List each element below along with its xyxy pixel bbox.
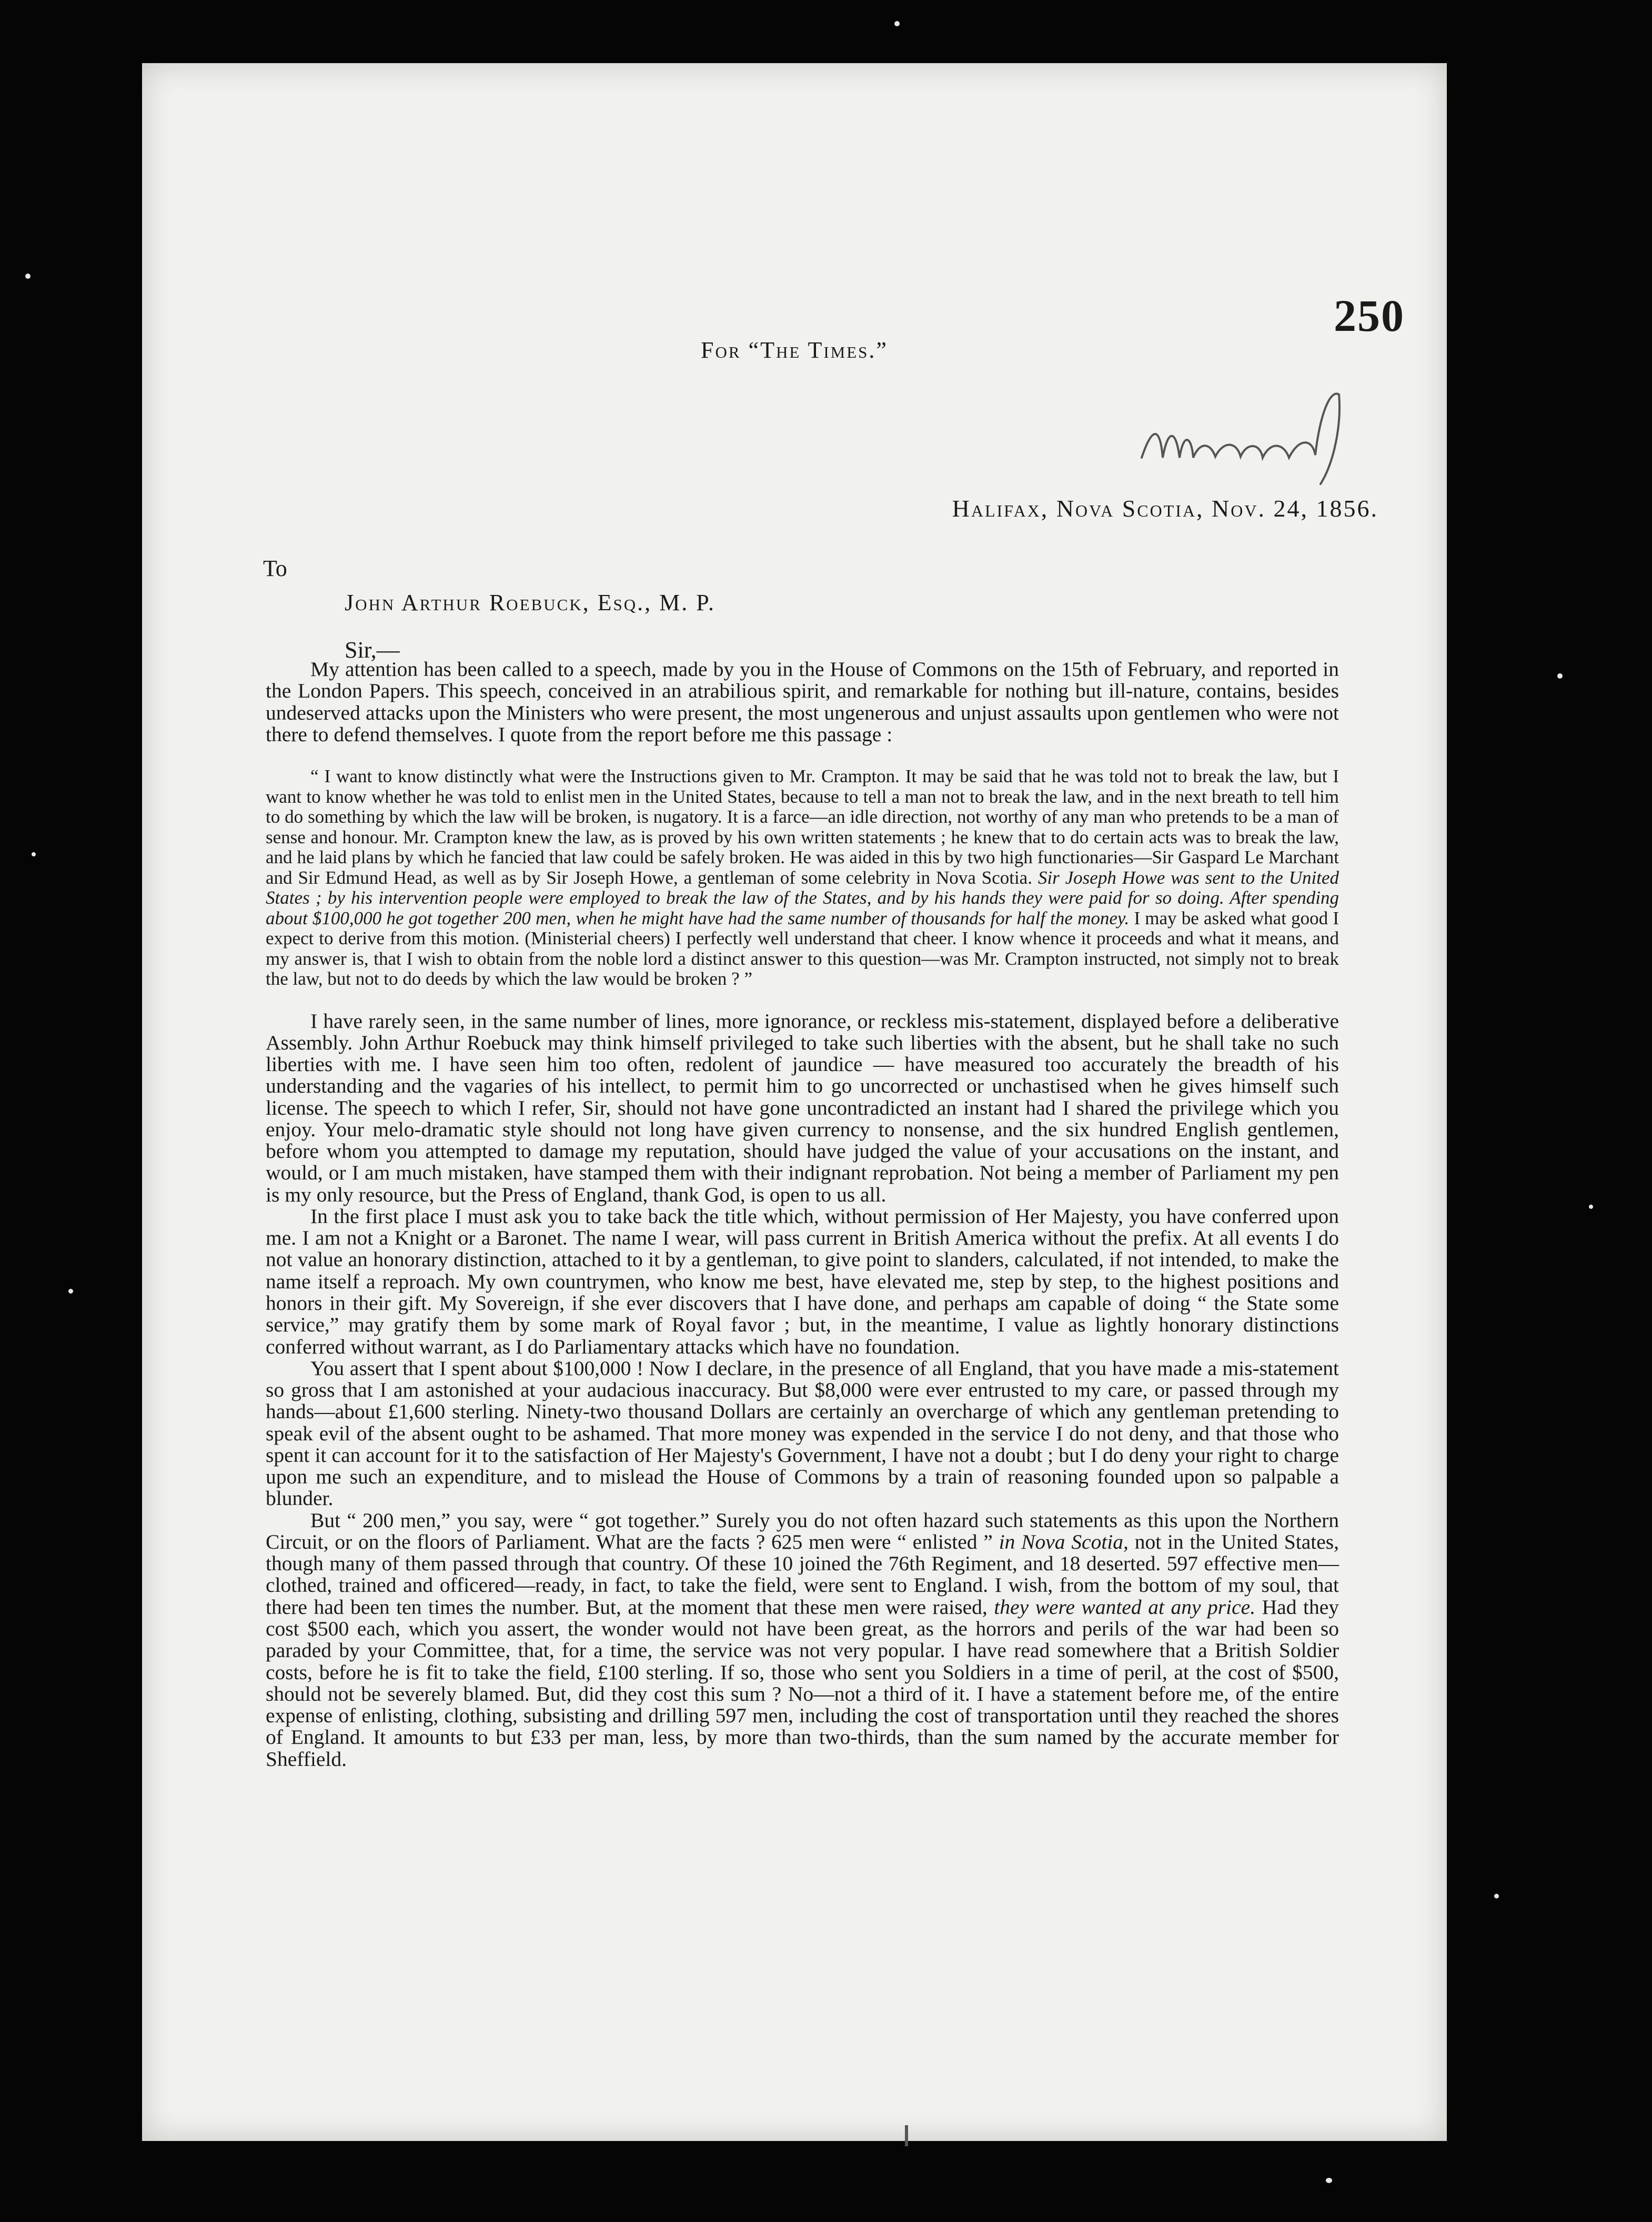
- document-page: [142, 63, 1447, 2141]
- men-text-c: Had they cost $500 each, which you assert, the wonder would not have been great, as the horrors and perils of the war had been so paraded by your Committee, that, for a time, the service was not very popular. I have read somewhere that a British Soldier costs, before he is fit to take the field, £100 sterling. If so, those who sent you Soldiers in a time of peril, at the cost of $500, should not be severely blamed. But, did they cost this sum ? No—not a third of it. I have a statement before me, of the entire expense of enlisting, clothing, subsisting and drilling 597 men, including the cost of transportation until they reached the shores of England. It amounts to but £33 per man, less, by more than two-thirds, than the sum named by the accurate member for Sheffield.: [266, 1595, 1339, 1771]
- body-paragraph: In the first place I must ask you to take back the title which, without permission of Her Majesty, you have conferred upon me. I am not a Knight or a Baronet. The name I wear, will pass current in British America without the prefix. At all events I do not value an honorary distinction, attached to it by a gentleman, to give point to slanders, calculated, if not intended, to make the name itself a reproach. My own countrymen, who know me best, have elevated me, step by step, to the highest positions and honors in their gift. My Sovereign, if she ever discovers that I have done, and perhaps am capable of doing “ the State some service,” may gratify them by some mark of Royal favor ; but, in the meantime, I value as lightly honorary distinctions conferred without warrant, as I do Parliamentary attacks which have no foundation.: [266, 1204, 1339, 1358]
- film-speck: [25, 274, 31, 279]
- salutation: Sir,—: [345, 637, 400, 663]
- film-speck: [32, 852, 36, 856]
- film-speck: [894, 21, 900, 26]
- dateline: Halifax, Nova Scotia, Nov. 24, 1856.: [952, 495, 1378, 522]
- page-mark: [905, 2125, 908, 2146]
- men-text-a: But “ 200 men,” you say, were “ got together.” Surely you do not often hazard such statements as this upon the Northern Circuit, or on the floors of Parliament. What are the facts ? 625 men were “ enlisted ”: [266, 1508, 1339, 1553]
- addressee: John Arthur Roebuck, Esq., M. P.: [345, 590, 716, 615]
- body-paragraph: I have rarely seen, in the same number of lines, more ignorance, or reckless mis-statement, displayed before a deliberative Assembly. John Arthur Roebuck may think himself privileged to take such liberties with the absent, but he shall take no such liberties with me. I have seen him too often, redolent of jaundice — have measured too accurately the breadth of his understanding and the vagaries of his intellect, to permit him to go uncorrected or unchastised when he gives himself such license. The speech to which I refer, Sir, should not have gone uncontradicted an instant had I shared the privilege which you enjoy. Your melo-dramatic style should not long have given currency to nonsense, and the six hundred English gentlemen, before whom you attempted to damage my reputation, should have judged the value of your accusations on the instant, and would, or I am much mistaken, have stamped them with their indignant reprobation. Not being a member of Parliament my pen is my only resource, but the Press of England, thank God, is open to us all.: [266, 1009, 1339, 1206]
- opening-paragraph: My attention has been called to a speech, made by you in the House of Commons on the 15th of February, and reported in the London Papers. This speech, conceived in an atrabilious spirit, and remarkable for nothing but ill-nature, contains, besides undeserved attacks upon the Ministers who were present, the most ungenerous and unjust assaults upon gentlemen who were not there to defend themselves. I quote from the report before me this passage :: [266, 658, 1339, 746]
- quoted-speech: [266, 766, 1339, 989]
- handwritten-annotation: [1131, 379, 1373, 505]
- film-speck: [1589, 1205, 1593, 1209]
- to-label: To: [263, 556, 287, 581]
- body-paragraph-men: [266, 1510, 1339, 1770]
- film-speck: [1494, 1894, 1499, 1898]
- film-speck: [1326, 2178, 1332, 2183]
- men-italic-1: in Nova Scotia,: [999, 1530, 1129, 1553]
- men-italic-2: they were wanted at any price.: [994, 1595, 1256, 1619]
- men-text-b: not in the United States, though many of them passed through that country. Of these 10 joined the 76th Regiment, and 18 deserted. 597 effective men—clothed, trained and officered—ready, in fact, to take the field, were sent to England. I wish, from the bottom of my soul, that there had been ten times the number. But, at the moment that these men were raised,: [266, 1530, 1339, 1619]
- quote-text-1: “ I want to know distinctly what were the Instructions given to Mr. Crampton. It may be said that he was told not to break the law, but I want to know whether he was told to enlist men in the United States, because to tell a man not to break the law, and in the next breath to tell him to do something by which the law will be broken, is nugatory. It is a farce—an idle direction, not worthy of any man who pretends to be a man of sense and honour. Mr. Crampton knew the law, as is proved by his own written statements ; he knew that to do certain acts was to break the law, and he laid plans by which he fancied that law could be safely broken. He was aided in this by two high functionaries—Sir Gaspard Le Marchant and Sir Edmund Head, as well as by Sir Joseph Howe, a gentleman of some celebrity in Nova Scotia.: [266, 766, 1339, 888]
- letter-body: [266, 659, 1339, 1770]
- quote-text-2: I may be asked what good I expect to derive from this motion. (Ministerial cheers) I perfectly well understand that cheer. I know whence it proceeds and what it means, and my answer is, that I wish to obtain from the noble lord a distinct answer to this question—was Mr. Crampton instructed, not simply not to break the law, but not to do deeds by which the law would be broken ? ”: [266, 907, 1339, 989]
- folio-number: 250: [1334, 290, 1405, 341]
- film-speck: [1557, 673, 1563, 679]
- film-speck: [68, 1289, 73, 1294]
- newspaper-heading: For “The Times.”: [701, 337, 888, 363]
- body-paragraph: You assert that I spent about $100,000 ! Now I declare, in the presence of all England, that you have made a mis-statement so gross that I am astonished at your audacious inaccuracy. But $8,000 were ever entrusted to my care, or passed through my hands—about £1,600 sterling. Ninety-two thousand Dollars are certainly an overcharge of which any gentleman pretending to speak evil of the absent ought to be ashamed. That more money was expended in the service I do not deny, and that those who spent it can account for it to the satisfaction of Her Majesty's Government, I have not a doubt ; but I do deny your right to charge upon me such an expenditure, and to mislead the House of Commons by a train of reasoning founded upon so palpable a blunder.: [266, 1356, 1339, 1510]
- quote-italic: Sir Joseph Howe was sent to the United States ; by his intervention people were employed to break the law of the States, and by his hands they were paid for so doing. After spending about $100,000 he got together 200 men, when he might have had the same number of thousands for half the money.: [266, 867, 1339, 928]
